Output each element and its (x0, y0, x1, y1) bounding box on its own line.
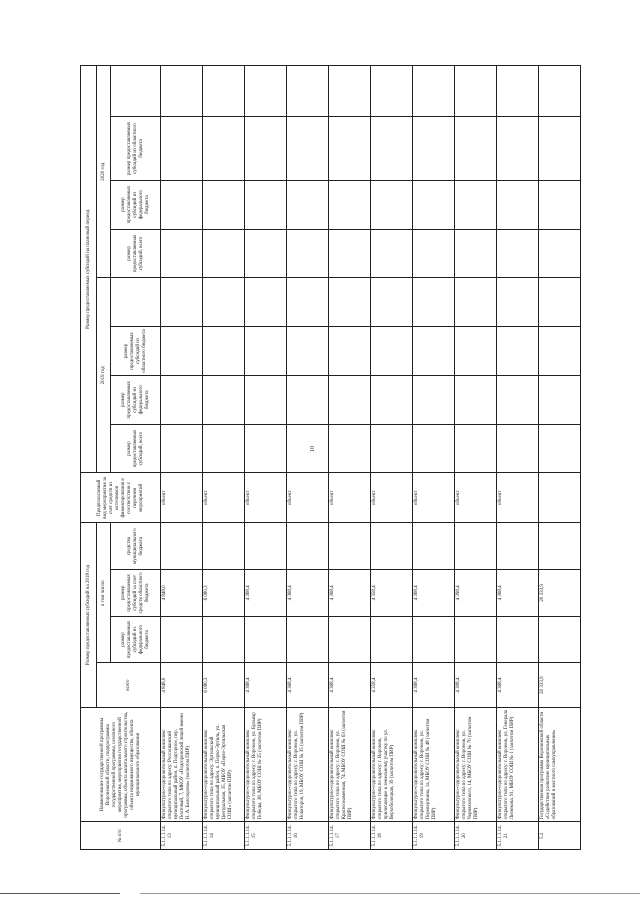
table-row (413, 66, 455, 850)
row-name: Физкультурно-оздоровительный комплекс открытого типа по адресу: г. Воронеж, ул. Новаторов, 19, МБОУ СОШ № 35 (засчетом ПИР) (287, 707, 329, 822)
row-2019-total (161, 424, 203, 473)
row-obl: 4 358,4 (371, 569, 413, 616)
row-2020-total (245, 229, 287, 278)
row-2019-obl (497, 327, 539, 376)
row-2019-fed (539, 375, 581, 424)
row-name: Физкультурно-оздоровительный комплекс открытого типа по адресу: г. Воронеж, ул. Черняховского, 14, МБОУ СОШ № 70 (засчетом ПИР) (455, 707, 497, 822)
row-2019-obl (329, 327, 371, 376)
row-2019-total (413, 424, 455, 473)
row-num: 5.1.1.1.14.20 (455, 822, 497, 850)
row-fed (329, 616, 371, 663)
header-2020-obl: размер предоставляемых субсидий из областного бюджета (111, 117, 161, 181)
row-2020-total (371, 229, 413, 278)
row-total: 20 333,9 (539, 663, 581, 708)
row-2020-obl (455, 117, 497, 181)
row-name: Физкультурно-оздоровительный комплекс открытого типа по адресу: г. Воронеж, ул. Краснознаменная, 74, МБОУ СОШ № 63 (засчетом ПИР) (329, 707, 371, 822)
row-total: 4 368,4 (413, 663, 455, 708)
row-name: Физкультурно-оздоровительный комплекс открытого типа по адресу: г. Воронеж, ул. Переверткина, 1а, МБОУ СОШ № 48 (засчетом ПИР) (413, 707, 455, 822)
row-2019-obl (161, 327, 203, 376)
row-obl: 4 368,4 (245, 569, 287, 616)
row-2020-obl (497, 117, 539, 181)
row-fed (455, 616, 497, 663)
row-num: 5.1.1.1.14.13 (161, 822, 203, 850)
row-2019-obl (413, 327, 455, 376)
row-2020-obl (287, 117, 329, 181)
subsidy-table (80, 65, 581, 850)
row-2020-extra (539, 66, 581, 117)
row-fed (161, 616, 203, 663)
row-total: 4 368,4 (497, 663, 539, 708)
header-mun: средства муниципального бюджета (111, 523, 161, 570)
row-2019-fed (245, 375, 287, 424)
table-row (497, 66, 539, 850)
row-mun (245, 523, 287, 570)
row-2020-obl (539, 117, 581, 181)
row-num: 5.1.1.1.14.21 (497, 822, 539, 850)
row-mun (329, 523, 371, 570)
row-fed (413, 616, 455, 663)
row-total: 4 398,4 (455, 663, 497, 708)
row-mun (161, 523, 203, 570)
row-num: 5.1.1.1.14.15 (245, 822, 287, 850)
row-2020-extra (329, 66, 371, 117)
row-2020-fed (161, 180, 203, 229)
row-2019-total (539, 424, 581, 473)
row-type (539, 473, 581, 523)
row-num: 5.1.1.1.14.17 (329, 822, 371, 850)
row-total: 4 368,4 (245, 663, 287, 708)
row-2020-extra (497, 66, 539, 117)
row-2020-fed (413, 180, 455, 229)
row-type: объект (455, 473, 497, 523)
row-2019-obl (371, 327, 413, 376)
row-2020-extra (413, 66, 455, 117)
header-obl: размер предоставляемых субсидий за счет средств областного бюджета (111, 569, 161, 616)
row-2020-total (161, 229, 203, 278)
row-name: Физкультурно-оздоровительный комплекс открытого типа по адресу: г. Воронеж, ул. Генерала Лизюкова, 91, МБОУ СОШ № 1 (засчетом ПИР) (497, 707, 539, 822)
row-fed (371, 616, 413, 663)
row-2019-fed (161, 375, 203, 424)
table-row (371, 66, 413, 850)
row-mun (497, 523, 539, 570)
row-obl: 4 368,4 (497, 569, 539, 616)
row-2020-total (497, 229, 539, 278)
row-2019-extra (413, 278, 455, 327)
row-type: объект (497, 473, 539, 523)
row-2019-fed (203, 375, 245, 424)
row-2020-extra (245, 66, 287, 117)
row-num: 5.2 (539, 822, 581, 850)
row-2020-fed (497, 180, 539, 229)
header-num: № п/п (81, 822, 161, 850)
row-2020-fed (371, 180, 413, 229)
row-2020-obl (245, 117, 287, 181)
row-2020-fed (287, 180, 329, 229)
row-2020-extra (161, 66, 203, 117)
row-2020-fed (455, 180, 497, 229)
row-2020-fed (329, 180, 371, 229)
row-type: объект (203, 473, 245, 523)
row-type: объект (371, 473, 413, 523)
row-obl: 6 080,3 (203, 569, 245, 616)
row-2019-extra (497, 278, 539, 327)
row-2019-extra (539, 278, 581, 327)
row-type: объект (413, 473, 455, 523)
row-2019-obl (539, 327, 581, 376)
page-number: 10 (310, 446, 316, 452)
row-fed (203, 616, 245, 663)
row-mun (413, 523, 455, 570)
header-expected-type: Предполагаемый вид мероприятия за счет средств из источников финансирования в соответствии с перечнем мероприятий (81, 473, 161, 523)
row-2020-obl (203, 117, 245, 181)
row-2019-obl (203, 327, 245, 376)
row-2020-total (539, 229, 581, 278)
row-2020-total (413, 229, 455, 278)
row-obl: 4 368,4 (287, 569, 329, 616)
row-num: 5.1.1.1.14.14 (203, 822, 245, 850)
row-name: Физкультурно-оздоровительный комплекс открытого типа по адресу: г. Воронеж, ул. Бульвар Победы, 38, МБОУ СОШ № 25 (засчетом ПИР) (245, 707, 287, 822)
row-2019-obl (455, 327, 497, 376)
row-obl: 20 333,9 (539, 569, 581, 616)
header-2020-extra (111, 66, 161, 117)
row-2019-total (203, 424, 245, 473)
table-row (455, 66, 497, 850)
header-incl: в том числе: (97, 523, 111, 663)
row-2019-total (371, 424, 413, 473)
table-row (161, 66, 203, 850)
row-2020-extra (287, 66, 329, 117)
table-row (287, 66, 329, 850)
header-fed: размер предоставляемых субсидий из федерального бюджета (111, 616, 161, 663)
row-2020-extra (371, 66, 413, 117)
row-fed (287, 616, 329, 663)
row-total: 4 368,4 (287, 663, 329, 708)
row-2019-extra (329, 278, 371, 327)
row-2019-obl (245, 327, 287, 376)
row-name: Государственная программа Воронежской области «Содействие развитию муниципальных образований и местного самоуправления» (539, 707, 581, 822)
row-fed (539, 616, 581, 663)
row-num: 5.1.1.1.14.18 (371, 822, 413, 850)
row-fed (497, 616, 539, 663)
row-type: объект (245, 473, 287, 523)
row-num: 5.1.1.1.14.16 (287, 822, 329, 850)
row-2020-extra (455, 66, 497, 117)
header-2019-extra (111, 278, 161, 327)
row-2019-extra (161, 278, 203, 327)
table-row (245, 66, 287, 850)
row-obl: 4 398,4 (455, 569, 497, 616)
row-name: Физкультурно-оздоровительный комплекс открытого типа по адресу: г. Воронеж, прилегающее к земельному участку по ул. Верхоболоцкая, 39 (засчетом ПИР) (371, 707, 413, 822)
table-body (161, 66, 581, 850)
header-year-2020: 2020 год (97, 66, 111, 278)
header-year-2019: 2019 год (97, 278, 111, 473)
row-mun (455, 523, 497, 570)
row-2019-total (287, 424, 329, 473)
header-name: Наименование государственной программы Воронежской области, подпрограммы государственной программы, основного мероприятия, мероприятия государственной программы, объекта капитального строительства, объекта недвижимого имущества, объекта муниципального образования (81, 707, 161, 822)
row-2019-total (245, 424, 287, 473)
row-2019-extra (203, 278, 245, 327)
row-2020-obl (161, 117, 203, 181)
row-2019-total (329, 424, 371, 473)
row-type: объект (287, 473, 329, 523)
table-row (329, 66, 371, 850)
row-mun (287, 523, 329, 570)
row-2019-fed (371, 375, 413, 424)
header-total: всего (97, 663, 161, 708)
row-mun (539, 523, 581, 570)
row-2020-fed (245, 180, 287, 229)
header-2020-fed: размер предоставляемых субсидий из федерального бюджета (111, 180, 161, 229)
row-2020-total (203, 229, 245, 278)
row-2019-fed (455, 375, 497, 424)
header-plan: Размер предоставляемых субсидий на плановый период (81, 66, 97, 473)
row-mun (371, 523, 413, 570)
row-2019-fed (413, 375, 455, 424)
row-total: 4 358,4 (371, 663, 413, 708)
row-2019-extra (245, 278, 287, 327)
row-2020-extra (203, 66, 245, 117)
row-mun (203, 523, 245, 570)
row-total: 6 080,3 (203, 663, 245, 708)
rotated-table-container (80, 65, 600, 850)
row-num: 5.1.1.1.14.19 (413, 822, 455, 850)
row-2019-total (455, 424, 497, 473)
row-2020-total (287, 229, 329, 278)
header-2019-fed: размер предоставляемых субсидий из федерального бюджета (111, 375, 161, 424)
row-type: объект (161, 473, 203, 523)
row-2020-fed (203, 180, 245, 229)
row-2019-fed (497, 375, 539, 424)
row-2019-extra (371, 278, 413, 327)
row-2020-total (455, 229, 497, 278)
scan-edge-line (0, 893, 120, 894)
row-2019-extra (287, 278, 329, 327)
row-obl: 4 368,4 (413, 569, 455, 616)
row-2019-fed (329, 375, 371, 424)
row-name: Физкультурно-оздоровительный комплекс открытого типа по адресу: Россошанский муниципальный район, п. Подгорное, пер. Почтовый, 7, МКОУ «Подгоренский лицей имени Н. А. Белозорова» (засчетом ПИР) (161, 707, 203, 822)
header-size-2018: Размер предоставляемых субсидий на 2018 год (81, 523, 97, 708)
row-2019-fed (287, 375, 329, 424)
table-row (203, 66, 245, 850)
row-fed (245, 616, 287, 663)
row-2019-total (497, 424, 539, 473)
row-total: 4 368,4 (329, 663, 371, 708)
row-2020-fed (539, 180, 581, 229)
row-type: объект (329, 473, 371, 523)
header-2020-total: размер предоставляемых субсидий, всего (111, 229, 161, 278)
row-obl: 4 368,4 (329, 569, 371, 616)
row-2020-obl (413, 117, 455, 181)
row-total: 4 848,0 (161, 663, 203, 708)
row-2020-obl (329, 117, 371, 181)
row-2019-extra (455, 278, 497, 327)
scan-edge-line-2 (140, 893, 640, 894)
row-name: Физкультурно-оздоровительный комплекс открытого типа по адресу: Эртильский муниципальный район, п. Перво-Эртиль, ул. Центральная, 35, МБОУ «Перво-Эртильская СОШ» (засчетом ПИР) (203, 707, 245, 822)
table-row (539, 66, 581, 850)
row-2020-total (329, 229, 371, 278)
row-obl: 4 848,0 (161, 569, 203, 616)
header-2019-total: размер предоставляемых субсидий, всего (111, 424, 161, 473)
header-2019-obl: размер предоставляемых субсидий из областного бюджета (111, 327, 161, 376)
row-2020-obl (371, 117, 413, 181)
row-2019-obl (287, 327, 329, 376)
